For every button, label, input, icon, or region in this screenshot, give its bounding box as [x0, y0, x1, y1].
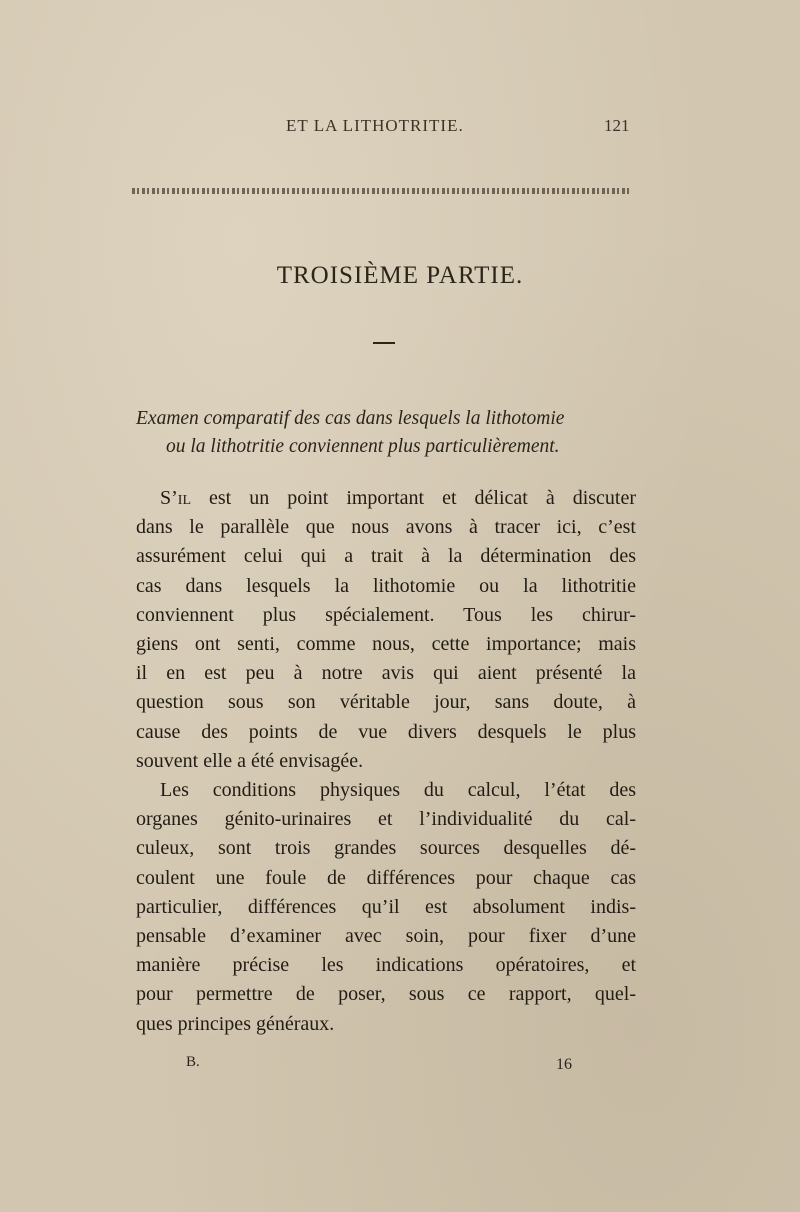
text-line: culeux, sont trois grandes sources desquelles dé-	[136, 837, 636, 860]
text-line: organes génito-urinaires et l’individualité du cal-	[136, 808, 636, 831]
page-number: 121	[604, 116, 630, 135]
text-line	[136, 484, 636, 513]
text-line: souvent elle a été envisagée.	[136, 749, 364, 772]
text-line: cas dans lesquels la lithotomie ou la lithotritie	[136, 574, 636, 597]
text-line: pour permettre de poser, sous ce rapport, quel-	[136, 983, 636, 1006]
text-line: particulier, différences qu’il est absolument indis-	[136, 895, 636, 918]
text-line: assurément celui qui a trait à la détermination des	[136, 545, 636, 568]
part-title: TROISIÈME PARTIE.	[276, 262, 524, 289]
short-rule	[373, 342, 395, 344]
text-line: dans le parallèle que nous avons à tracer ici, c’est	[136, 516, 636, 539]
text-line: question sous son véritable jour, sans doute, à	[136, 691, 636, 714]
section-subtitle	[136, 405, 636, 461]
text-line: manière précise les indications opératoires, et	[136, 954, 636, 977]
text-line: cause des points de vue divers desquels le plus	[136, 720, 636, 743]
sheet-number: 16	[556, 1056, 572, 1073]
running-head	[0, 116, 800, 140]
text-line: giens ont senti, comme nous, cette importance; mais	[136, 633, 636, 656]
subtitle-line: Examen comparatif des cas dans lesquels la lithotomie	[136, 408, 565, 429]
dropcap-word: S’il	[160, 487, 191, 509]
subtitle-line: ou la lithotritie conviennent plus particulièrement.	[166, 436, 560, 457]
signature-mark: B.	[186, 1054, 200, 1070]
text-line-rest: est un point important et délicat à discuter	[191, 487, 636, 509]
text-line: il en est peu à notre avis qui aient présenté la	[136, 662, 636, 685]
running-title: ET LA LITHOTRITIE.	[286, 116, 464, 135]
text-line: ques principes généraux.	[136, 1012, 335, 1035]
text-line: coulent une foule de différences pour chaque cas	[136, 866, 636, 889]
text-line: conviennent plus spécialement. Tous les chirur-	[136, 603, 636, 626]
text-line: pensable d’examiner avec soin, pour fixer d’une	[136, 925, 636, 948]
body-text	[136, 484, 636, 1039]
ornamental-rule	[132, 188, 632, 194]
text-line: Les conditions physiques du calcul, l’état des	[160, 779, 636, 802]
